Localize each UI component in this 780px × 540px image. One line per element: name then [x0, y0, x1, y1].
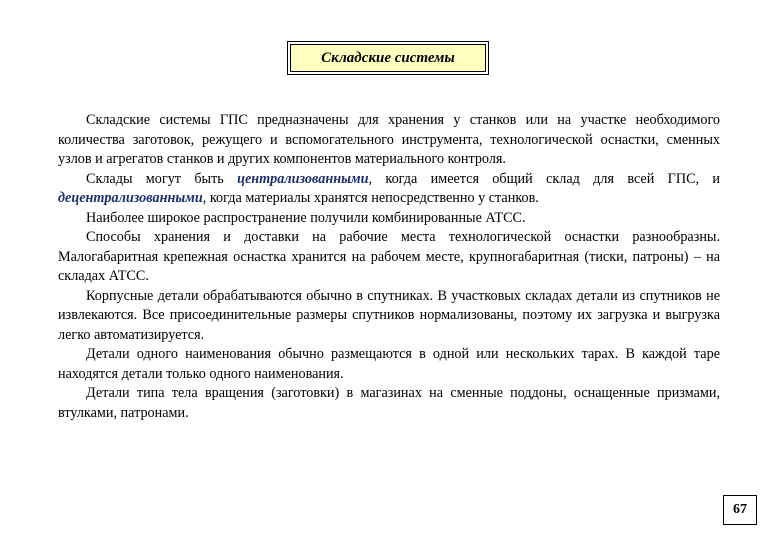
slide-title-text: Складские системы	[321, 49, 455, 66]
page-number	[723, 495, 757, 525]
paragraph-2-before: Склады могут быть	[86, 170, 238, 187]
term-decentralized: децентрализованными	[58, 190, 203, 206]
page-number-text: 67	[733, 502, 747, 517]
paragraph-2-after: , когда материалы хранятся непосредственно у станков.	[202, 190, 539, 206]
paragraph-7: Детали типа тела вращения (заготовки) в магазинах на сменные поддоны, оснащенные призмами, втулками, патронами.	[58, 385, 720, 421]
paragraph-4: Способы хранения и доставки на рабочие места технологической оснастки разнообразны. Малогабаритная крепежная оснастка хранится на рабочем месте, крупногабаритная (тиски, патроны) – на складах АТСС.	[58, 229, 720, 284]
paragraph-2	[58, 170, 720, 209]
paragraph-1: Складские системы ГПС предназначены для хранения у станков или на участке необходимого количества заготовок, режущего и вспомогательного инструмента, технологической оснастки, сменных узлов и агрегатов станков и других компонентов материального контроля.	[58, 112, 720, 167]
slide-title	[290, 44, 486, 72]
paragraph-2-middle: , когда имеется общий склад для всей ГПС, и	[368, 170, 721, 187]
paragraph-5: Корпусные детали обрабатываются обычно в спутниках. В участковых складах детали из спутников не извлекаются. Все присоединительные размеры спутников нормализованы, поэтому их загрузка и выгрузка легко автоматизируется.	[58, 287, 720, 343]
term-centralized: централизованными	[237, 170, 369, 187]
body-text	[58, 111, 720, 423]
paragraph-6: Детали одного наименования обычно размещаются в одной или нескольких тарах. В каждой таре находятся детали только одного наименования.	[58, 346, 720, 382]
paragraph-3: Наиболее широкое распространение получили комбинированные АТСС.	[86, 209, 526, 226]
